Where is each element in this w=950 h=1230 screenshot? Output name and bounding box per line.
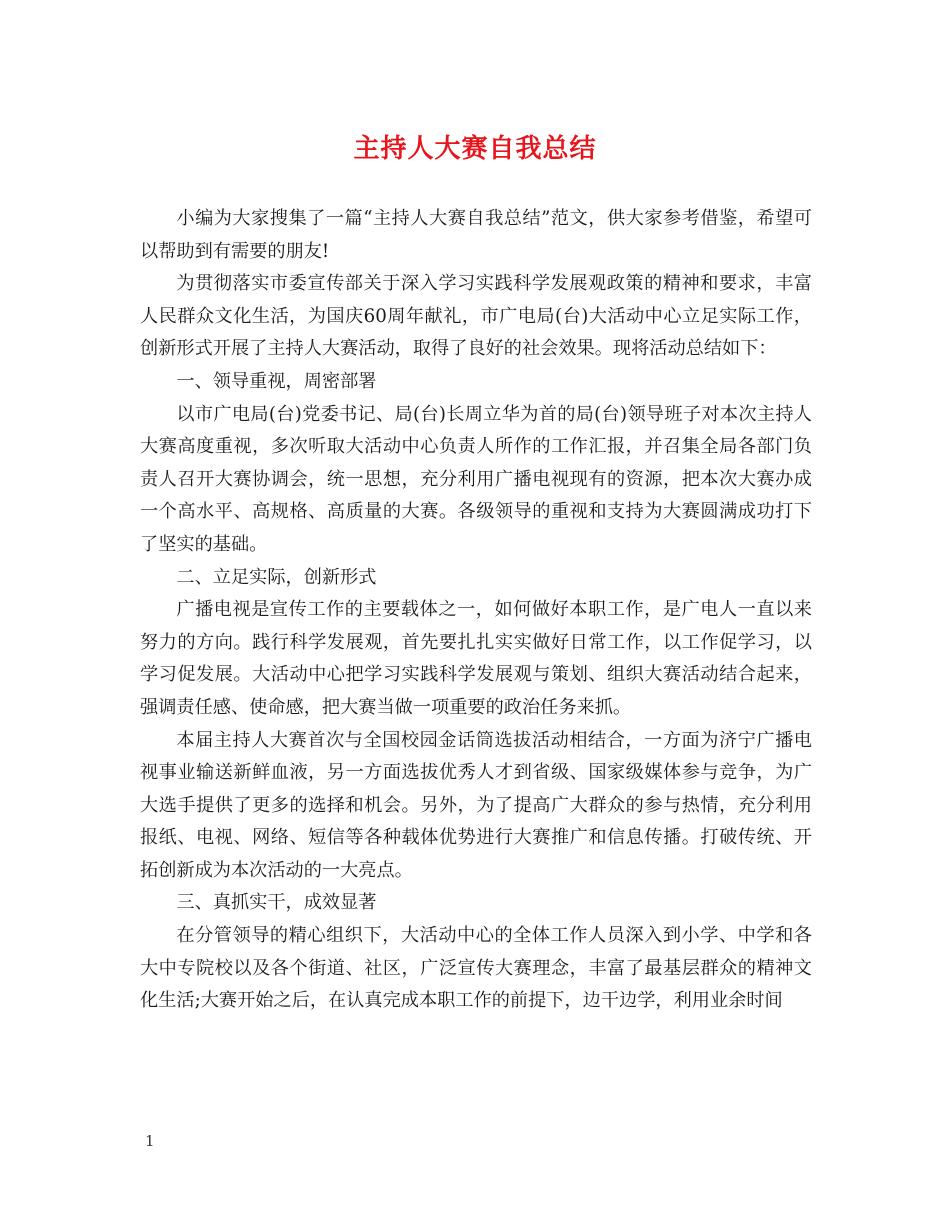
page-number: 1 (145, 1132, 155, 1150)
document-body (140, 203, 812, 1018)
body-paragraph: 以市广电局(台)党委书记、局(台)长周立华为首的局(台)领导班子对本次主持人大赛高度重视，多次听取大活动中心负责人所作的工作汇报，并召集全局各部门负责人召开大赛协调会，统一思想，充分利用广播电视现有的资源，把本次大赛办成一个高水平、高规格、高质量的大赛。各级领导的重视和支持为大赛圆满成功打下了坚实的基础。 (140, 403, 812, 555)
intro-paragraph: 小编为大家搜集了一篇“主持人大赛自我总结”范文，供大家参考借鉴，希望可以帮助到有需要的朋友! (140, 208, 812, 262)
body-paragraph: 为贯彻落实市委宣传部关于深入学习实践科学发展观政策的精神和要求，丰富人民群众文化生活，为国庆60周年献礼，市广电局(台)大活动中心立足实际工作，创新形式开展了主持人大赛活动，取得了良好的社会效果。现将活动总结如下： (140, 273, 812, 360)
body-paragraph: 本届主持人大赛首次与全国校园金话筒选拔活动相结合，一方面为济宁广播电视事业输送新鲜血液，另一方面选拔优秀人才到省级、国家级媒体参与竞争，为广大选手提供了更多的选择和机会。另外，为了提高广大群众的参与热情，充分利用报纸、电视、网络、短信等各种载体优势进行大赛推广和信息传播。打破传统、开拓创新成为本次活动的一大亮点。 (140, 729, 812, 881)
document-title: 主持人大赛自我总结 (353, 134, 597, 164)
body-paragraph: 在分管领导的精心组织下，大活动中心的全体工作人员深入到小学、中学和各大中专院校以及各个街道、社区，广泛宣传大赛理念，丰富了最基层群众的精神文化生活;大赛开始之后，在认真完成本职工作的前提下，边干边学，利用业余时间 (140, 925, 812, 1012)
body-paragraph: 广播电视是宣传工作的主要载体之一，如何做好本职工作，是广电人一直以来努力的方向。践行科学发展观，首先要扎扎实实做好日常工作，以工作促学习，以学习促发展。大活动中心把学习实践科学发展观与策划、组织大赛活动结合起来，强调责任感、使命感，把大赛当做一项重要的政治任务来抓。 (140, 599, 812, 718)
section-heading: 三、真抓实干，成效显著 (176, 892, 377, 914)
section-heading: 一、领导重视，周密部署 (176, 370, 377, 392)
section-heading: 二、立足实际，创新形式 (176, 566, 377, 588)
